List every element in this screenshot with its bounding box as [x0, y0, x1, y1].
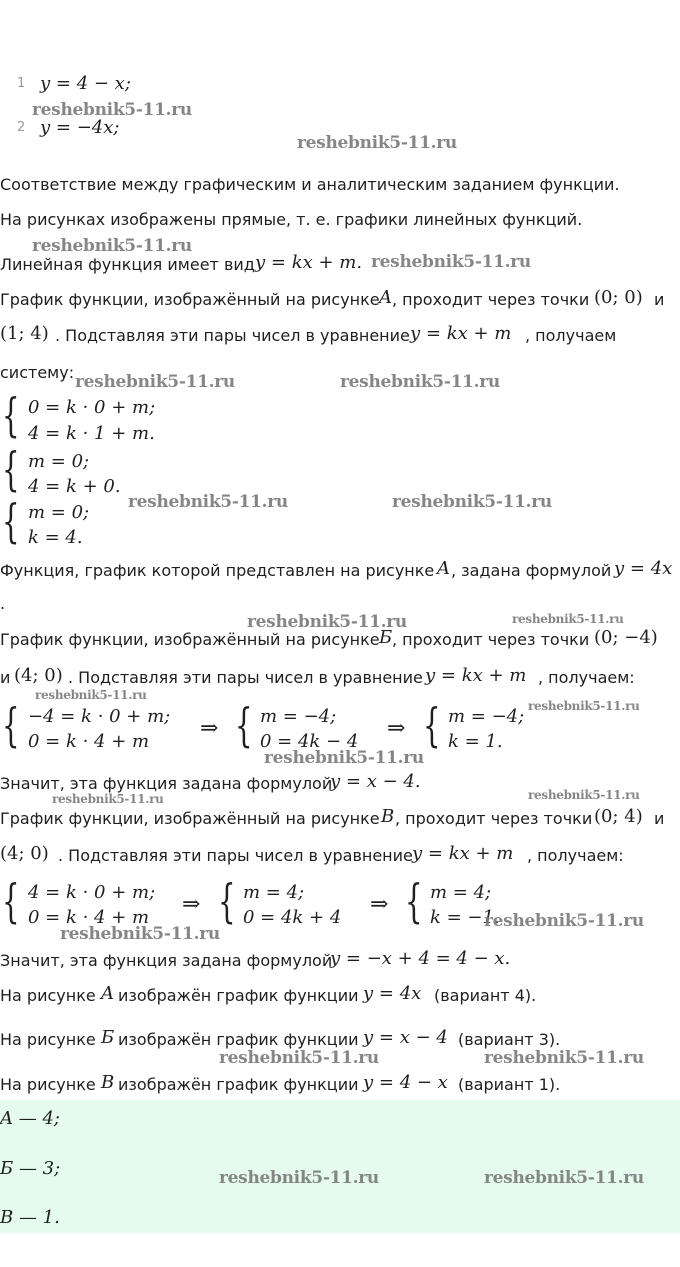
text: . Подставляя эти пары чисел в уравнение	[68, 668, 423, 687]
equation: k = 1.	[448, 731, 503, 752]
system-brace: {	[235, 698, 253, 752]
math-formula: y = −x + 4 = 4 − x.	[330, 948, 511, 969]
text: и	[654, 290, 665, 309]
summary-text: На рисунке	[0, 1075, 96, 1094]
text: График функции, изображённый на рисунке	[0, 809, 380, 828]
equation: m = 0;	[28, 451, 90, 472]
math-letter: B	[101, 1072, 115, 1093]
intro-line: Линейная функция имеет вид	[0, 255, 255, 274]
watermark: reshebnik5-11.ru	[371, 252, 531, 272]
equation: 0 = k · 4 + m	[28, 907, 150, 928]
text: , получаем	[525, 326, 617, 345]
text: .	[0, 594, 6, 613]
watermark: reshebnik5-11.ru	[32, 236, 192, 256]
text: Значит, эта функция задана формулой	[0, 774, 333, 793]
summary-text: изображён график функции	[118, 1075, 359, 1094]
watermark: reshebnik5-11.ru	[264, 748, 424, 768]
math-point: (0; −4)	[594, 627, 658, 648]
option-formula: y = −4x;	[40, 117, 120, 138]
math-letter: Б	[101, 1027, 115, 1048]
watermark: reshebnik5-11.ru	[528, 699, 640, 713]
watermark: reshebnik5-11.ru	[35, 688, 147, 702]
equation: 0 = 4k − 4	[260, 731, 359, 752]
text: . Подставляя эти пары чисел в уравнение	[58, 846, 413, 865]
equation: 4 = k · 0 + m;	[28, 882, 156, 903]
math-formula: y = kx + m	[410, 323, 512, 344]
implies-arrow: ⇒	[370, 892, 389, 917]
math-letter: B	[381, 806, 395, 827]
text: и	[0, 668, 11, 687]
answer-line: A — 4;	[0, 1108, 60, 1129]
watermark: reshebnik5-11.ru	[32, 100, 192, 120]
system-brace: {	[2, 388, 20, 442]
math-letter: A	[101, 983, 114, 1004]
system-brace: {	[2, 874, 20, 928]
watermark: reshebnik5-11.ru	[75, 372, 235, 392]
system-brace: {	[2, 698, 20, 752]
implies-arrow: ⇒	[182, 892, 201, 917]
text: , получаем:	[527, 846, 624, 865]
math-point: (4; 0)	[0, 843, 49, 864]
watermark: reshebnik5-11.ru	[128, 492, 288, 512]
system-brace: {	[2, 442, 20, 496]
equation: m = −4;	[448, 706, 525, 727]
answer-line: B — 1.	[0, 1207, 60, 1228]
text: , проходит через точки	[395, 809, 593, 828]
math-formula: y = kx + m	[412, 843, 514, 864]
text: , проходит через точки	[392, 290, 590, 309]
text: Функция, график которой представлен на рисунке	[0, 561, 435, 580]
math-formula: y = x − 4	[363, 1027, 448, 1048]
system-brace: {	[405, 874, 423, 928]
watermark: reshebnik5-11.ru	[52, 792, 164, 806]
watermark: reshebnik5-11.ru	[247, 612, 407, 632]
watermark: reshebnik5-11.ru	[512, 612, 624, 626]
equation: m = 4;	[243, 882, 305, 903]
text: График функции, изображённый на рисунке	[0, 630, 380, 649]
text: систему:	[0, 363, 75, 382]
math-formula: y = kx + m	[425, 665, 527, 686]
equation: 4 = k · 1 + m.	[28, 423, 155, 444]
summary-text: На рисунке	[0, 1030, 96, 1049]
watermark: reshebnik5-11.ru	[219, 1048, 379, 1068]
system-brace: {	[423, 698, 441, 752]
equation: 0 = k · 0 + m;	[28, 397, 156, 418]
math-letter: A	[379, 287, 392, 308]
math-point: (1; 4)	[0, 323, 49, 344]
watermark: reshebnik5-11.ru	[219, 1168, 379, 1188]
summary-text: изображён график функции	[118, 986, 359, 1005]
equation: k = 4.	[28, 527, 83, 548]
math-letter: A	[437, 558, 450, 579]
watermark: reshebnik5-11.ru	[484, 1168, 644, 1188]
option-formula: y = 4 − x;	[40, 73, 131, 94]
equation: m = 4;	[430, 882, 492, 903]
math-formula: y = kx + m.	[255, 252, 363, 273]
implies-arrow: ⇒	[387, 716, 406, 741]
implies-arrow: ⇒	[200, 716, 219, 741]
math-point: (0; 4)	[594, 806, 643, 827]
text: . Подставляя эти пары чисел в уравнение	[55, 326, 410, 345]
equation: 4 = k + 0.	[28, 476, 121, 497]
math-formula: y = 4x	[614, 558, 673, 579]
math-letter: Б	[379, 627, 393, 648]
math-formula: y = 4 − x	[363, 1072, 448, 1093]
system-brace: {	[2, 494, 20, 548]
equation: m = 0;	[28, 502, 90, 523]
text: , задана формулой	[451, 561, 612, 580]
equation: k = −1.	[430, 907, 500, 928]
math-point: (0; 0)	[594, 287, 643, 308]
watermark: reshebnik5-11.ru	[60, 924, 220, 944]
watermark: reshebnik5-11.ru	[392, 492, 552, 512]
watermark: reshebnik5-11.ru	[484, 1048, 644, 1068]
watermark: reshebnik5-11.ru	[297, 133, 457, 153]
text: , получаем:	[538, 668, 635, 687]
text: и	[654, 809, 665, 828]
summary-text: На рисунке	[0, 986, 96, 1005]
math-formula: y = 4x	[363, 983, 422, 1004]
watermark: reshebnik5-11.ru	[528, 788, 640, 802]
system-brace: {	[218, 874, 236, 928]
summary-text: (вариант 1).	[458, 1075, 561, 1094]
math-point: (4; 0)	[14, 665, 63, 686]
intro-line: Соответствие между графическим и аналитическим заданием функции.	[0, 175, 620, 194]
intro-line: На рисунках изображены прямые, т. е. графики линейных функций.	[0, 210, 583, 229]
text: Значит, эта функция задана формулой	[0, 951, 333, 970]
watermark: reshebnik5-11.ru	[340, 372, 500, 392]
option-number: 1	[17, 76, 26, 91]
text: , проходит через точки	[392, 630, 590, 649]
watermark: reshebnik5-11.ru	[484, 911, 644, 931]
answer-line: Б — 3;	[0, 1158, 61, 1179]
equation: m = −4;	[260, 706, 337, 727]
summary-text: (вариант 4).	[434, 986, 537, 1005]
math-formula: y = x − 4.	[330, 771, 421, 792]
summary-text: (вариант 3).	[458, 1030, 561, 1049]
option-number: 2	[17, 120, 26, 135]
equation: 0 = 4k + 4	[243, 907, 342, 928]
answer-box	[0, 1100, 680, 1233]
equation: 0 = k · 4 + m	[28, 731, 150, 752]
summary-text: изображён график функции	[118, 1030, 359, 1049]
text: График функции, изображённый на рисунке	[0, 290, 380, 309]
equation: −4 = k · 0 + m;	[28, 706, 171, 727]
